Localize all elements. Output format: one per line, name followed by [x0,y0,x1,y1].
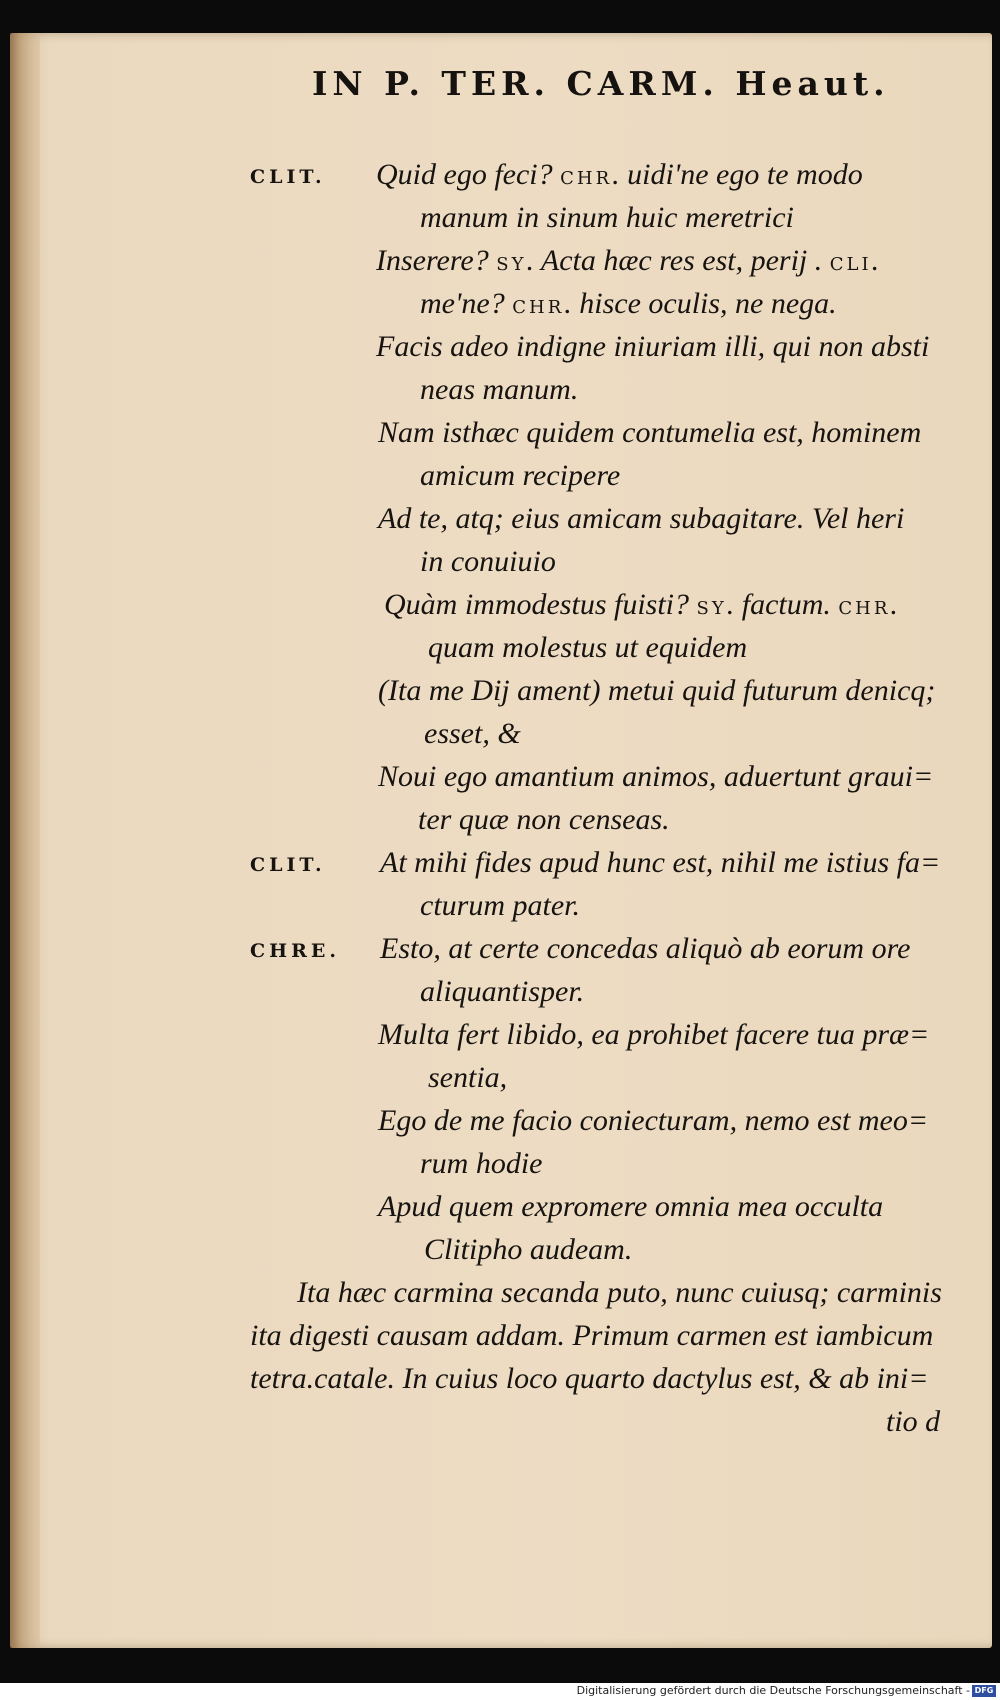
line-text: tetra.catale. In cuius loco quarto dactylus est, & ab ini= [250,1362,929,1395]
footer-credit: Digitalisierung gefördert durch die Deutsche Forschungsgemeinschaft - [576,1684,970,1697]
line-text: amicum recipere [420,459,621,492]
line-text: sentia, [428,1061,508,1094]
line-text: aliquantisper. [420,975,585,1008]
line-text: Inserere? [376,244,497,277]
text-line [378,1018,929,1052]
line-text: Clitipho audeam. [424,1233,633,1266]
text-line [886,1405,940,1439]
footer-bar [0,1683,1000,1700]
text-line [376,244,879,282]
speaker-label: CLIT. [250,854,326,876]
line-text: (Ita me Dij ament) metui quid futurum denicq; [378,674,936,707]
text-line [420,889,580,923]
line-text: Esto, at certe concedas aliquò ab eorum ore [380,932,911,965]
line-text: ter quæ non censeas. [418,803,670,836]
line-text: . hisce oculis, ne nega. [564,287,837,320]
speaker-abbrev: SY [496,254,527,275]
line-text: cturum pater. [420,889,580,922]
line-text: quam molestus ut equidem [428,631,748,664]
text-line [428,1061,507,1095]
page-gutter-shadow [10,33,40,1648]
line-text: Noui ego amantium animos, aduertunt graui= [378,760,934,793]
text-line [428,631,747,665]
line-text: Ita hæc carmina secanda puto, nunc cuiusq; carminis [297,1276,942,1309]
speaker-abbrev: SY [696,598,727,619]
text-line [380,846,940,880]
text-line [418,803,670,837]
line-text: tio d [886,1405,941,1438]
text-line [378,416,921,450]
text-line [378,502,904,536]
text-line [376,330,929,364]
text-line [378,760,933,794]
speaker-abbrev: CHR [512,297,565,318]
text-line [378,1190,883,1224]
text-line [420,1147,543,1181]
line-text: Facis adeo indigne iniuriam illi, qui non absti [376,330,930,363]
dfg-logo: DFG [972,1685,996,1697]
line-text: At mihi fides apud hunc est, nihil me istius fa= [380,846,941,879]
line-text: neas manum. [420,373,579,406]
line-text: Apud quem expromere omnia mea occulta [378,1190,884,1223]
text-line [420,975,584,1009]
line-text: Ad te, atq; eius amicam subagitare. Vel heri [378,502,905,535]
text-line [378,674,935,708]
text-line [376,158,863,196]
text-line [250,1362,929,1396]
text-line [297,1276,942,1310]
text-line [250,1319,933,1353]
speaker-abbrev: CHR [560,168,613,189]
text-line [384,588,898,626]
line-text: ita digesti causam addam. Primum carmen est iambicum [250,1319,934,1352]
running-head: IN P. TER. CARM. Heaut. [312,64,890,103]
text-line [378,1104,928,1138]
text-line [420,545,556,579]
line-text: in conuiuio [420,545,556,578]
line-text: me'ne? [420,287,513,320]
line-text: manum in sinum huic meretrici [420,201,794,234]
text-line [424,1233,632,1267]
text-line [420,201,794,235]
line-text: Nam isthæc quidem contumelia est, hominem [378,416,922,449]
line-text: Multa fert libido, ea prohibet facere tua præ= [378,1018,930,1051]
line-text: Quàm immodestus fuisti? [384,588,697,621]
line-text: rum hodie [420,1147,543,1180]
text-line [420,373,578,407]
line-text: Quid ego feci? [376,158,561,191]
speaker-label: CLIT. [250,166,326,188]
speaker-abbrev: CLI [829,254,872,275]
line-text: esset, & [424,717,521,750]
text-line [380,932,910,966]
speaker-label: CHRE. [250,940,340,962]
line-text: . Acta hæc res est, perij . [526,244,830,277]
line-text: . factum. [726,588,839,621]
text-line [424,717,521,751]
line-text: . uidi'ne ego te modo [612,158,863,191]
line-text: . [890,588,898,621]
line-text: Ego de me facio coniecturam, nemo est meo= [378,1104,929,1137]
text-line [420,459,620,493]
line-text: . [871,244,880,277]
text-line [420,287,837,325]
speaker-abbrev: CHR [838,598,891,619]
